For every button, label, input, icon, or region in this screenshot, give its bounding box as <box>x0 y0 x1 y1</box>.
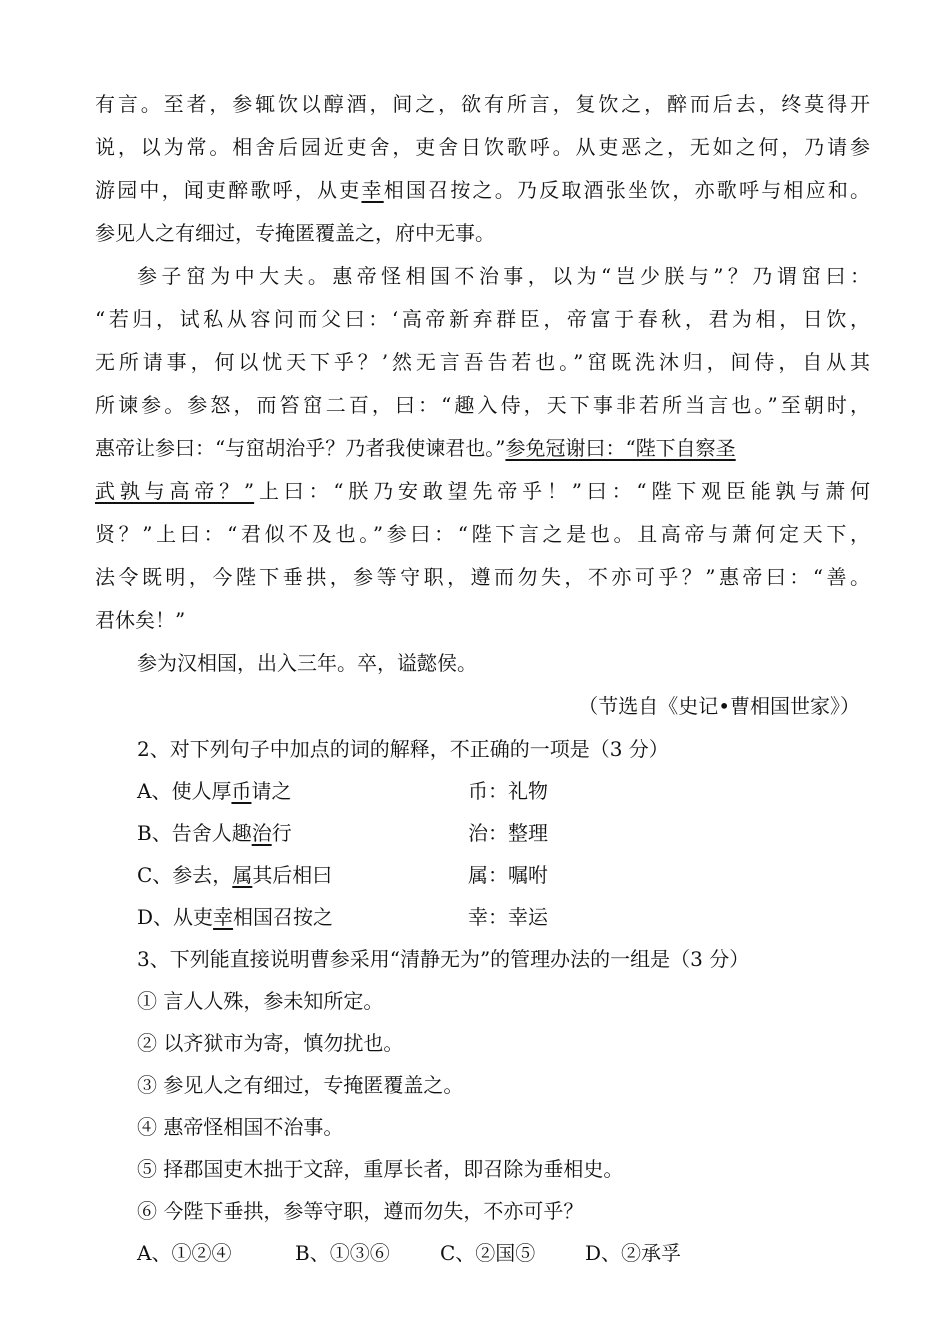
text-span: 惠帝让参曰：“与窋胡治乎？乃者我使谏君也。” <box>95 436 506 460</box>
passage-line: 有言。至者，参辄饮以醇酒，间之，欲有所言，复饮之，醉而后去，终莫得开 <box>95 92 870 116</box>
option-text: A、使人厚 <box>137 779 232 803</box>
passage-line: 说，以为常。相舍后园近吏舍，吏舍日饮歌呼。从吏恶之，无如之何，乃请参 <box>95 135 870 159</box>
question-3-choice-c: C、②国⑤ <box>440 1241 536 1265</box>
option-text: C、参去， <box>137 863 233 887</box>
passage-line: 参子窋为中大夫。惠帝怪相国不治事，以为“岂少朕与”？乃谓窋曰： <box>137 264 870 288</box>
question-3-choice-d: D、②承孚 <box>585 1241 682 1265</box>
passage-line: 法令既明，今陛下垂拱，参等守职，遵而勿失，不亦可乎？”惠帝曰：“善。 <box>95 565 870 589</box>
question-3-item: ② 以齐狱市为寄，慎勿扰也。 <box>137 1031 404 1055</box>
passage-line <box>95 477 870 505</box>
passage-line: “若归，试私从容问而父曰：‘高帝新弃群臣，帝富于春秋，君为相，日饮， <box>95 307 870 331</box>
passage-line: 君休矣！” <box>95 608 186 632</box>
question-2-option-c <box>137 861 332 889</box>
underlined-sentence: 武孰与高帝？” <box>95 479 255 503</box>
question-3-item: ⑥ 今陛下垂拱，参等守职，遵而勿失，不亦可乎？ <box>137 1199 584 1223</box>
dotted-word: 幸 <box>361 178 384 202</box>
option-c-definition: 属：嘱咐 <box>468 863 548 887</box>
text-span: 上曰：“朕乃安敢望先帝乎！”曰：“陛下观臣能孰与萧何 <box>254 479 870 503</box>
question-3-item: ④ 惠帝怪相国不治事。 <box>137 1115 344 1139</box>
underlined-sentence: 参免冠谢曰：“陛下自察圣 <box>505 436 736 460</box>
text-span: 游园中，闻吏醉歌呼，从吏 <box>95 178 362 202</box>
option-b-definition: 治：整理 <box>468 821 548 845</box>
option-text: D、从吏 <box>137 905 214 929</box>
passage-line: 参为汉相国，出入三年。卒，谥懿侯。 <box>137 651 477 675</box>
question-2-stem: 2、对下列句子中加点的词的解释，不正确的一项是（3 分） <box>137 737 669 761</box>
dotted-word: 属 <box>232 863 253 887</box>
option-text: 其后相曰 <box>252 863 333 887</box>
passage-line: 所谏参。参怒，而笞窋二百，曰：“趣入侍，天下事非若所当言也。”至朝时， <box>95 393 870 417</box>
passage-line <box>95 176 870 204</box>
question-3-choice-b: B、①③⑥ <box>295 1241 390 1265</box>
question-3-choice-a: A、①②④ <box>137 1241 232 1265</box>
question-2-option-d <box>137 903 333 931</box>
text-span: 相国召按之。乃反取酒张坐饮，亦歌呼与相应和。 <box>383 178 871 202</box>
question-2-option-b <box>137 819 292 847</box>
passage-source: （节选自《史记•曹相国世家》） <box>578 694 860 718</box>
passage-line: 无所请事，何以忧天下乎？’然无言吾告若也。”窋既洗沐归，间侍，自从其 <box>95 350 870 374</box>
question-3-item: ⑤ 择郡国吏木拙于文辞，重厚长者，即召除为垂相史。 <box>137 1157 624 1181</box>
dotted-word: 治 <box>251 821 272 845</box>
option-text: 行 <box>271 821 292 845</box>
option-d-definition: 幸：幸运 <box>468 905 548 929</box>
option-text: 请之 <box>251 779 292 803</box>
passage-line: 贤？”上曰：“君似不及也。”参曰：“陛下言之是也。且高帝与萧何定天下， <box>95 522 870 546</box>
passage-line: 参见人之有细过，专掩匿覆盖之，府中无事。 <box>95 221 495 245</box>
option-a-definition: 币：礼物 <box>468 779 548 803</box>
option-text: B、告舍人趣 <box>137 821 252 845</box>
dotted-word: 币 <box>231 779 252 803</box>
question-3-stem: 3、下列能直接说明曹参采用“清静无为”的管理办法的一组是（3 分） <box>137 947 750 971</box>
dotted-word: 幸 <box>213 905 234 929</box>
option-text: 相国召按之 <box>233 905 334 929</box>
question-3-item: ③ 参见人之有细过，专掩匿覆盖之。 <box>137 1073 464 1097</box>
passage-line <box>95 434 870 462</box>
question-3-item: ① 言人人殊，参未知所定。 <box>137 989 384 1013</box>
